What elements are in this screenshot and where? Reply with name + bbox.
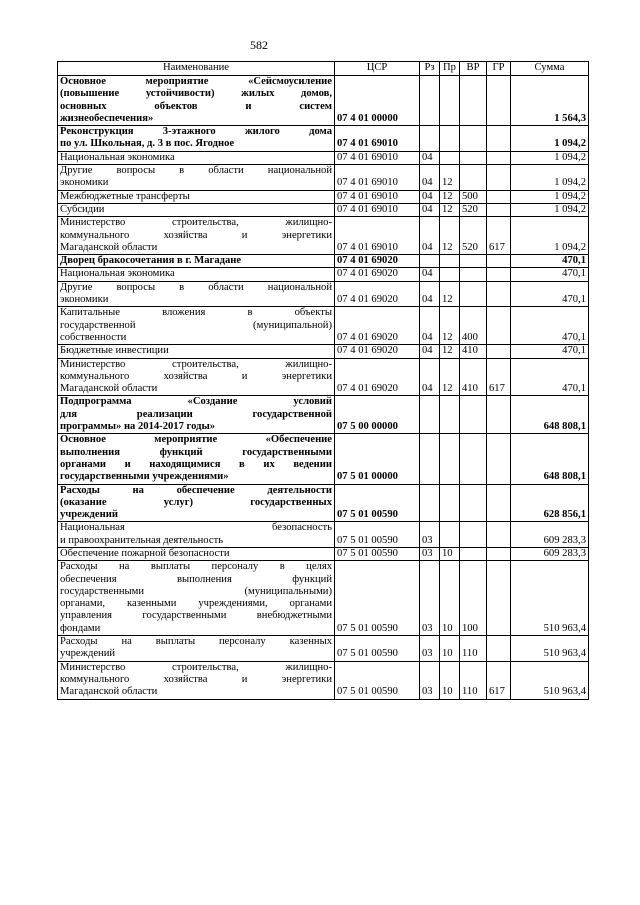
row-sum: 470,1 — [511, 358, 589, 396]
row-name-line: Дворец бракосочетания в г. Магадане — [60, 255, 242, 267]
row-sum: 470,1 — [511, 345, 589, 358]
row-csr: 07 5 01 00590 — [335, 522, 420, 548]
row-name-line: Межбюджетные трансферты — [60, 190, 190, 202]
row-gr — [487, 561, 511, 636]
row-name — [58, 190, 335, 203]
row-name-line: обеспечения выполнения функций — [60, 573, 332, 585]
row-csr: 07 5 01 00000 — [335, 434, 420, 484]
table-row — [58, 561, 589, 636]
row-pr: 12 — [440, 281, 460, 307]
row-csr: 07 5 01 00590 — [335, 636, 420, 662]
table-row — [58, 126, 589, 152]
table-row — [58, 203, 589, 216]
row-name-line: (повышение устойчивости) жилых домов, — [60, 88, 332, 100]
table-row — [58, 636, 589, 662]
row-rz: 04 — [420, 307, 440, 345]
row-name — [58, 661, 335, 699]
row-rz — [420, 434, 440, 484]
row-sum: 1 564,3 — [511, 76, 589, 126]
row-csr: 07 4 01 69020 — [335, 268, 420, 281]
row-name-line: Подпрограмма «Создание условий — [60, 396, 332, 408]
row-pr — [440, 268, 460, 281]
header-pr: Пр — [440, 62, 460, 76]
row-rz — [420, 76, 440, 126]
row-rz: 03 — [420, 522, 440, 548]
row-gr — [487, 165, 511, 191]
row-pr: 12 — [440, 203, 460, 216]
row-gr — [487, 281, 511, 307]
row-vr: 110 — [460, 636, 487, 662]
row-gr — [487, 268, 511, 281]
row-gr — [487, 484, 511, 522]
row-rz — [420, 396, 440, 434]
row-name — [58, 307, 335, 345]
row-gr: 617 — [487, 661, 511, 699]
row-name-line: Основное мероприятие «Обеспечение — [60, 434, 332, 446]
row-csr: 07 4 01 69020 — [335, 307, 420, 345]
row-name — [58, 165, 335, 191]
row-name-line: государственными (муниципальными) — [60, 585, 332, 597]
row-name-line: государственными учреждениями» — [60, 471, 229, 483]
row-gr — [487, 126, 511, 152]
row-name-line: органами и находящимися в их ведении — [60, 458, 332, 470]
row-csr: 07 4 01 69010 — [335, 190, 420, 203]
row-vr: 410 — [460, 358, 487, 396]
row-name-line: для реализации государственной — [60, 408, 332, 420]
row-csr: 07 4 01 69020 — [335, 358, 420, 396]
header-name: Наименование — [58, 62, 335, 76]
row-gr: 617 — [487, 217, 511, 255]
row-gr — [487, 190, 511, 203]
budget-table — [57, 61, 589, 700]
row-name-line: Бюджетные инвестиции — [60, 345, 169, 357]
row-csr: 07 5 01 00590 — [335, 661, 420, 699]
row-rz: 03 — [420, 636, 440, 662]
row-pr: 10 — [440, 636, 460, 662]
row-name-line: учреждений — [60, 648, 116, 660]
row-sum: 648 808,1 — [511, 434, 589, 484]
row-sum: 510 963,4 — [511, 636, 589, 662]
row-sum: 609 283,3 — [511, 547, 589, 560]
row-name — [58, 396, 335, 434]
row-name — [58, 281, 335, 307]
row-vr: 520 — [460, 217, 487, 255]
row-rz: 03 — [420, 661, 440, 699]
header-vr: ВР — [460, 62, 487, 76]
row-pr: 10 — [440, 561, 460, 636]
row-pr — [440, 151, 460, 164]
table-body — [58, 76, 589, 700]
row-name-line: управления государственными внебюджетными — [60, 610, 332, 622]
row-name-line: коммунального хозяйства и энергетики — [60, 673, 332, 685]
row-rz: 03 — [420, 547, 440, 560]
row-vr — [460, 151, 487, 164]
table-row — [58, 358, 589, 396]
table-row — [58, 547, 589, 560]
table-row — [58, 165, 589, 191]
row-gr — [487, 345, 511, 358]
row-vr: 400 — [460, 307, 487, 345]
row-pr: 10 — [440, 661, 460, 699]
row-vr — [460, 268, 487, 281]
row-rz: 04 — [420, 345, 440, 358]
row-vr: 500 — [460, 190, 487, 203]
row-name-line: Обеспечение пожарной безопасности — [60, 547, 230, 559]
row-name-line: собственности — [60, 331, 127, 343]
table-row — [58, 76, 589, 126]
row-vr — [460, 484, 487, 522]
row-pr — [440, 434, 460, 484]
table-row — [58, 268, 589, 281]
table-row — [58, 484, 589, 522]
row-name-line: Основное мероприятие «Сейсмоусиление — [60, 76, 332, 87]
row-csr: 07 5 01 00590 — [335, 484, 420, 522]
row-vr: 110 — [460, 661, 487, 699]
row-name-line: Капитальные вложения в объекты — [60, 307, 332, 319]
header-rz: Рз — [420, 62, 440, 76]
table-row — [58, 522, 589, 548]
row-name — [58, 268, 335, 281]
row-name-line: государственной (муниципальной) — [60, 319, 332, 331]
row-pr: 12 — [440, 307, 460, 345]
row-name-line: выполнения функций государственными — [60, 446, 332, 458]
row-vr: 100 — [460, 561, 487, 636]
row-gr — [487, 636, 511, 662]
row-name-line: коммунального хозяйства и энергетики — [60, 370, 332, 382]
row-sum: 470,1 — [511, 307, 589, 345]
row-name — [58, 561, 335, 636]
row-csr: 07 4 01 00000 — [335, 76, 420, 126]
row-pr — [440, 76, 460, 126]
row-gr — [487, 151, 511, 164]
row-pr — [440, 126, 460, 152]
row-pr — [440, 522, 460, 548]
row-csr: 07 4 01 69020 — [335, 281, 420, 307]
row-csr: 07 4 01 69010 — [335, 126, 420, 152]
row-name-line: Министерство строительства, жилищно- — [60, 358, 332, 370]
row-pr — [440, 396, 460, 434]
row-name — [58, 126, 335, 152]
row-vr — [460, 281, 487, 307]
row-name — [58, 345, 335, 358]
row-csr: 07 4 01 69010 — [335, 165, 420, 191]
row-rz: 04 — [420, 281, 440, 307]
row-csr: 07 5 01 00590 — [335, 561, 420, 636]
row-name-line: Реконструкция 3-этажного жилого дома — [60, 126, 332, 138]
row-sum: 470,1 — [511, 255, 589, 268]
row-vr: 410 — [460, 345, 487, 358]
row-vr — [460, 434, 487, 484]
page-number: 582 — [250, 38, 268, 52]
row-rz — [420, 255, 440, 268]
row-gr — [487, 307, 511, 345]
row-pr — [440, 484, 460, 522]
row-name-line: Расходы на выплаты персоналу в целях — [60, 561, 332, 573]
row-name-line: Национальная экономика — [60, 151, 175, 163]
row-rz: 04 — [420, 358, 440, 396]
row-gr: 617 — [487, 358, 511, 396]
row-pr: 12 — [440, 358, 460, 396]
table-row — [58, 434, 589, 484]
row-pr: 12 — [440, 217, 460, 255]
row-name-line: фондами — [60, 622, 101, 634]
row-sum: 609 283,3 — [511, 522, 589, 548]
row-name-line: и правоохранительная деятельность — [60, 534, 224, 546]
row-name-line: Магаданской области — [60, 241, 158, 253]
row-rz: 04 — [420, 151, 440, 164]
row-gr — [487, 76, 511, 126]
row-rz: 04 — [420, 190, 440, 203]
row-csr: 07 4 01 69020 — [335, 345, 420, 358]
row-name-line: коммунального хозяйства и энергетики — [60, 229, 332, 241]
row-gr — [487, 255, 511, 268]
row-name-line: Министерство строительства, жилищно- — [60, 661, 332, 673]
row-rz: 03 — [420, 561, 440, 636]
header-sum: Сумма — [511, 62, 589, 76]
row-vr — [460, 165, 487, 191]
row-name-line: Субсидии — [60, 203, 105, 215]
table-row — [58, 190, 589, 203]
row-sum: 1 094,2 — [511, 165, 589, 191]
row-pr: 10 — [440, 547, 460, 560]
table-row — [58, 217, 589, 255]
row-vr — [460, 547, 487, 560]
row-vr — [460, 522, 487, 548]
table-row — [58, 151, 589, 164]
row-name — [58, 255, 335, 268]
row-name-line: Магаданской области — [60, 383, 158, 395]
row-name — [58, 217, 335, 255]
row-sum: 470,1 — [511, 281, 589, 307]
row-gr — [487, 547, 511, 560]
row-name-line: экономики — [60, 294, 109, 306]
table-row — [58, 396, 589, 434]
row-name — [58, 636, 335, 662]
table-row — [58, 345, 589, 358]
row-vr — [460, 255, 487, 268]
row-name-line: Расходы на обеспечение деятельности — [60, 484, 332, 496]
row-vr — [460, 396, 487, 434]
row-name-line: (оказание услуг) государственных — [60, 496, 332, 508]
row-vr — [460, 76, 487, 126]
row-name — [58, 484, 335, 522]
row-csr: 07 4 01 69010 — [335, 217, 420, 255]
row-name — [58, 522, 335, 548]
row-rz: 04 — [420, 217, 440, 255]
row-sum: 1 094,2 — [511, 217, 589, 255]
row-rz: 04 — [420, 203, 440, 216]
row-rz: 04 — [420, 268, 440, 281]
row-rz — [420, 126, 440, 152]
row-csr: 07 4 01 69010 — [335, 203, 420, 216]
row-sum: 1 094,2 — [511, 190, 589, 203]
row-gr — [487, 396, 511, 434]
row-name — [58, 76, 335, 126]
row-sum: 510 963,4 — [511, 661, 589, 699]
row-name — [58, 547, 335, 560]
row-name-line: по ул. Школьная, д. 3 в пос. Ягодное — [60, 138, 235, 150]
row-name — [58, 358, 335, 396]
row-sum: 648 808,1 — [511, 396, 589, 434]
row-name — [58, 203, 335, 216]
row-pr: 12 — [440, 165, 460, 191]
row-rz — [420, 484, 440, 522]
row-sum: 1 094,2 — [511, 126, 589, 152]
row-vr: 520 — [460, 203, 487, 216]
row-name-line: Другие вопросы в области национальной — [60, 165, 332, 177]
header-gr: ГР — [487, 62, 511, 76]
table-row — [58, 255, 589, 268]
row-csr: 07 5 00 00000 — [335, 396, 420, 434]
row-csr: 07 4 01 69010 — [335, 151, 420, 164]
row-sum: 470,1 — [511, 268, 589, 281]
row-name-line: Национальная безопасность — [60, 522, 332, 534]
row-name-line: основных объектов и систем — [60, 100, 332, 112]
row-sum: 628 856,1 — [511, 484, 589, 522]
row-gr — [487, 522, 511, 548]
table-row — [58, 307, 589, 345]
row-name-line: органами, казенными учреждениями, органами — [60, 598, 332, 610]
row-csr: 07 5 01 00590 — [335, 547, 420, 560]
row-name-line: Министерство строительства, жилищно- — [60, 217, 332, 229]
row-sum: 510 963,4 — [511, 561, 589, 636]
row-gr — [487, 203, 511, 216]
table-header-row — [58, 62, 589, 76]
row-sum: 1 094,2 — [511, 203, 589, 216]
row-name — [58, 151, 335, 164]
row-rz: 04 — [420, 165, 440, 191]
row-name-line: учреждений — [60, 509, 118, 521]
row-name — [58, 434, 335, 484]
row-name-line: Расходы на выплаты персоналу казенных — [60, 636, 332, 648]
row-name-line: Национальная экономика — [60, 268, 175, 280]
table-row — [58, 281, 589, 307]
row-pr: 12 — [440, 345, 460, 358]
row-csr: 07 4 01 69020 — [335, 255, 420, 268]
row-name-line: жизнеобеспечения» — [60, 112, 154, 124]
row-name-line: Магаданской области — [60, 686, 158, 698]
header-csr: ЦСР — [335, 62, 420, 76]
row-pr — [440, 255, 460, 268]
row-name-line: Другие вопросы в области национальной — [60, 281, 332, 293]
row-gr — [487, 434, 511, 484]
row-sum: 1 094,2 — [511, 151, 589, 164]
table-row — [58, 661, 589, 699]
row-name-line: экономики — [60, 177, 109, 189]
row-name-line: программы» на 2014-2017 годы» — [60, 421, 216, 433]
row-vr — [460, 126, 487, 152]
row-pr: 12 — [440, 190, 460, 203]
